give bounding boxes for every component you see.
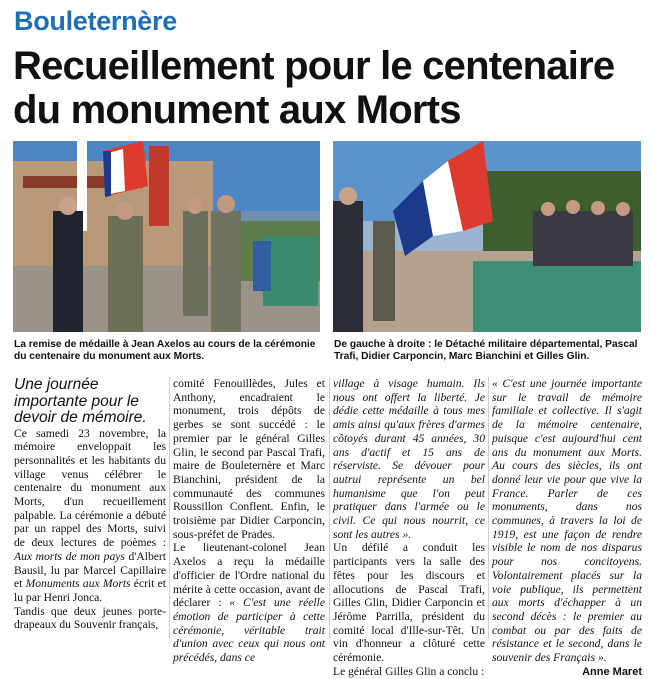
article-column-1 [14, 377, 166, 632]
article-column-2 [173, 377, 325, 665]
headline-line-1: Recueillement pour le centenaire [13, 44, 615, 88]
headline-line-2: du monument aux Morts [13, 88, 461, 132]
medal-ceremony-photo [13, 141, 320, 332]
right-photo-caption: De gauche à droite : le Détaché militaire départemental, Pascal Trafi, Didier Carponcin, Marc Bianchini et Gilles Glin. [334, 339, 638, 362]
poem-title-2: Monuments aux Morts [25, 577, 131, 591]
author-byline: Anne Maret [582, 665, 642, 678]
paragraph [173, 541, 325, 664]
article-headline [13, 44, 643, 132]
article-column-3 [333, 377, 485, 678]
axelos-quote: « C'est une réelle émotion de participer à cette cérémonie, véritable trait d'union avec ceux qui nous ont précédés, dans ce [173, 596, 325, 665]
col1-text-2: d'Albert Bausil, lu par Marcel Capillaire et [14, 549, 166, 591]
left-photo-caption: La remise de médaille à Jean Axelos au cours de la cérémonie du centenaire du monument aux Morts. [14, 339, 316, 362]
column-divider [169, 377, 170, 639]
paragraph: Le général Gilles Glin a conclu : [333, 664, 485, 678]
paragraph [14, 427, 166, 605]
poem-title-1: Aux morts de mon pays [14, 549, 125, 563]
col1-text-1: Ce samedi 23 novembre, la mémoire enveloppait les personnalités et les habitants du village venus célébrer le centenaire du monument aux Morts, d'un recueillement palpable. La cérémonie a débuté par un rappel des Morts, suivi de deux lectures de poèmes : [14, 426, 166, 550]
paragraph: comité Fenouillèdes, Jules et Anthony, encadraient le monument, trois dépôts de gerbes se sont succédé : le premier par le général Gilles Glin, le second par Pascal Trafi, maire de Bouleternère et Marc Bianchini, président de la communauté des communes Roussillon Conflent. Enfin, le troisième par Didier Carponcin, sous-préfet de Prades. [173, 377, 325, 541]
officials-group-photo [333, 141, 641, 332]
paragraph: Un défilé a conduit les participants vers la salle des fêtes pour les discours et allocutions de Pascal Trafi, Gilles Glin, Didier Carponcin et Jérôme Parrilla, président du comité local d'Ille-sur-Têt. Un vin d'honneur a clôturé cette cérémonie. [333, 541, 485, 665]
column-divider [488, 377, 489, 639]
col1-text-3: écrit et lu par Henri Jonca. [14, 577, 166, 604]
col2-text: Le lieutenant-colonel Jean Axelos a reçu la médaille d'officier de l'Ordre national du mérite à cette occasion, avant de déclarer : [173, 541, 325, 610]
column-divider [329, 377, 330, 639]
article-lead: Une journée importante pour le devoir de mémoire. [14, 376, 147, 426]
glin-quote: « C'est une journée importante sur le travail de mémoire familiale et collective. Il s'agit de la mémoire centenaire, puisque c'est aujourd'hui cent ans du monument aux Morts. Au cours des siècles, ils ont donné leur vie pour que vive la France. Parler de ces monuments, dans nos communes, à travers la loi de 1919, est une façon de rendre visible le nom de nos disparus pour nos concitoyens. Volontairement placés sur la voie publique, ils permettent aux morts d'échapper à un second décès : le premier au combat ou par des faits de résistance et le second, dans le souvenir des Français ». [492, 377, 642, 665]
paragraph: Tandis que deux jeunes porte-drapeaux du Souvenir français, [14, 604, 166, 632]
article-column-4 [492, 377, 642, 679]
axelos-quote-continued: village à visage humain. Ils nous ont offert la liberté. Je dédie cette médaille à tous mes amis ainsi qu'aux frères d'armes côtoyés durant 45 années, 30 ans d'actif et 15 ans de réserviste. Se dévouer pour autrui représente un bel humanisme que l'on peut pratiquer dans l'armée ou le civil. Ce qui nous nourrit, ce sont les autres ». [333, 377, 485, 541]
section-kicker: Bouleternère [14, 6, 177, 36]
